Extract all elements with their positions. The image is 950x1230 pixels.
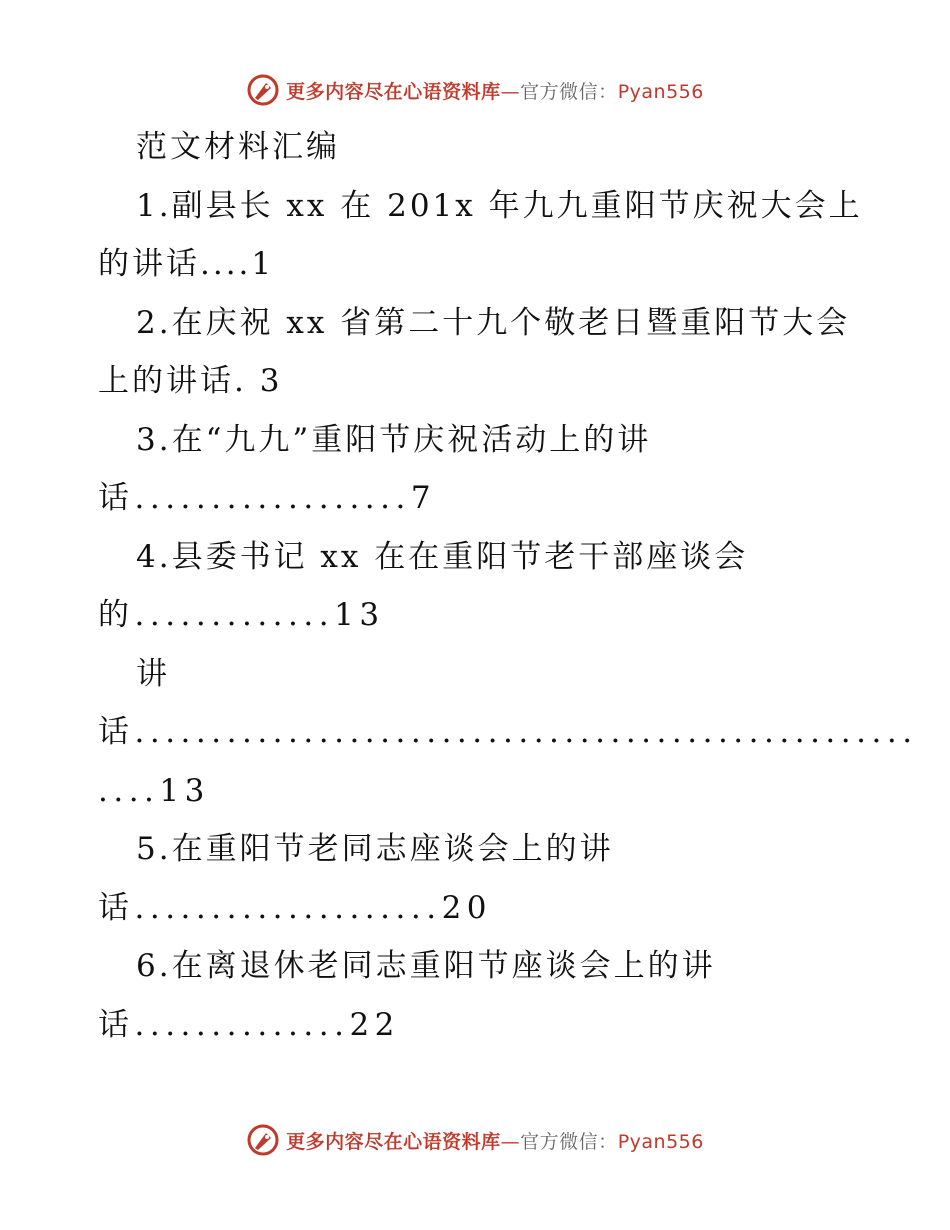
- banner-text: [286, 1127, 704, 1154]
- banner-site-name: 更多内容尽在心语资料库: [286, 1130, 501, 1153]
- toc-line: 讲: [136, 655, 170, 692]
- banner-wechat-id: Pyan556: [617, 80, 704, 103]
- header-banner: [0, 70, 950, 110]
- toc-line: 的讲话....1: [98, 246, 275, 282]
- toc-line: 4.县委书记 xx 在在重阳节老干部座谈会: [136, 538, 749, 575]
- banner-dash: —: [500, 1130, 521, 1153]
- toc-line: 话..............22: [98, 1006, 400, 1043]
- footer-banner: [0, 1120, 950, 1160]
- toc-line: ....13: [98, 772, 210, 809]
- toc-line: 话..................7: [98, 480, 437, 516]
- banner-site-name: 更多内容尽在心语资料库: [286, 80, 501, 103]
- banner-wechat-label: 官方微信：: [520, 80, 618, 103]
- banner-text: [286, 77, 704, 104]
- toc-line: 6.在离退休老同志重阳节座谈会上的讲: [136, 948, 716, 984]
- document-body: [98, 118, 918, 1054]
- banner-wechat-label: 官方微信：: [520, 1130, 618, 1153]
- pen-nib-logo-icon: [246, 1123, 280, 1157]
- toc-line: 2.在庆祝 xx 省第二十九个敬老日暨重阳节大会: [136, 304, 851, 341]
- toc-line: 话...................................................: [98, 714, 918, 750]
- toc-line: 的.............13: [98, 597, 385, 633]
- banner-dash: —: [500, 80, 521, 103]
- toc-line: 1.副县长 xx 在 201x 年九九重阳节庆祝大会上: [136, 187, 863, 224]
- pen-nib-logo-icon: [246, 73, 280, 107]
- toc-line: 5.在重阳节老同志座谈会上的讲: [136, 831, 614, 867]
- toc-line: 话....................20: [98, 889, 493, 926]
- toc-line: 3.在“九九”重阳节庆祝活动上的讲: [136, 421, 652, 458]
- toc-line: 上的讲话. 3: [98, 363, 283, 399]
- toc-line: 范文材料汇编: [136, 129, 340, 165]
- banner-wechat-id: Pyan556: [617, 1130, 704, 1153]
